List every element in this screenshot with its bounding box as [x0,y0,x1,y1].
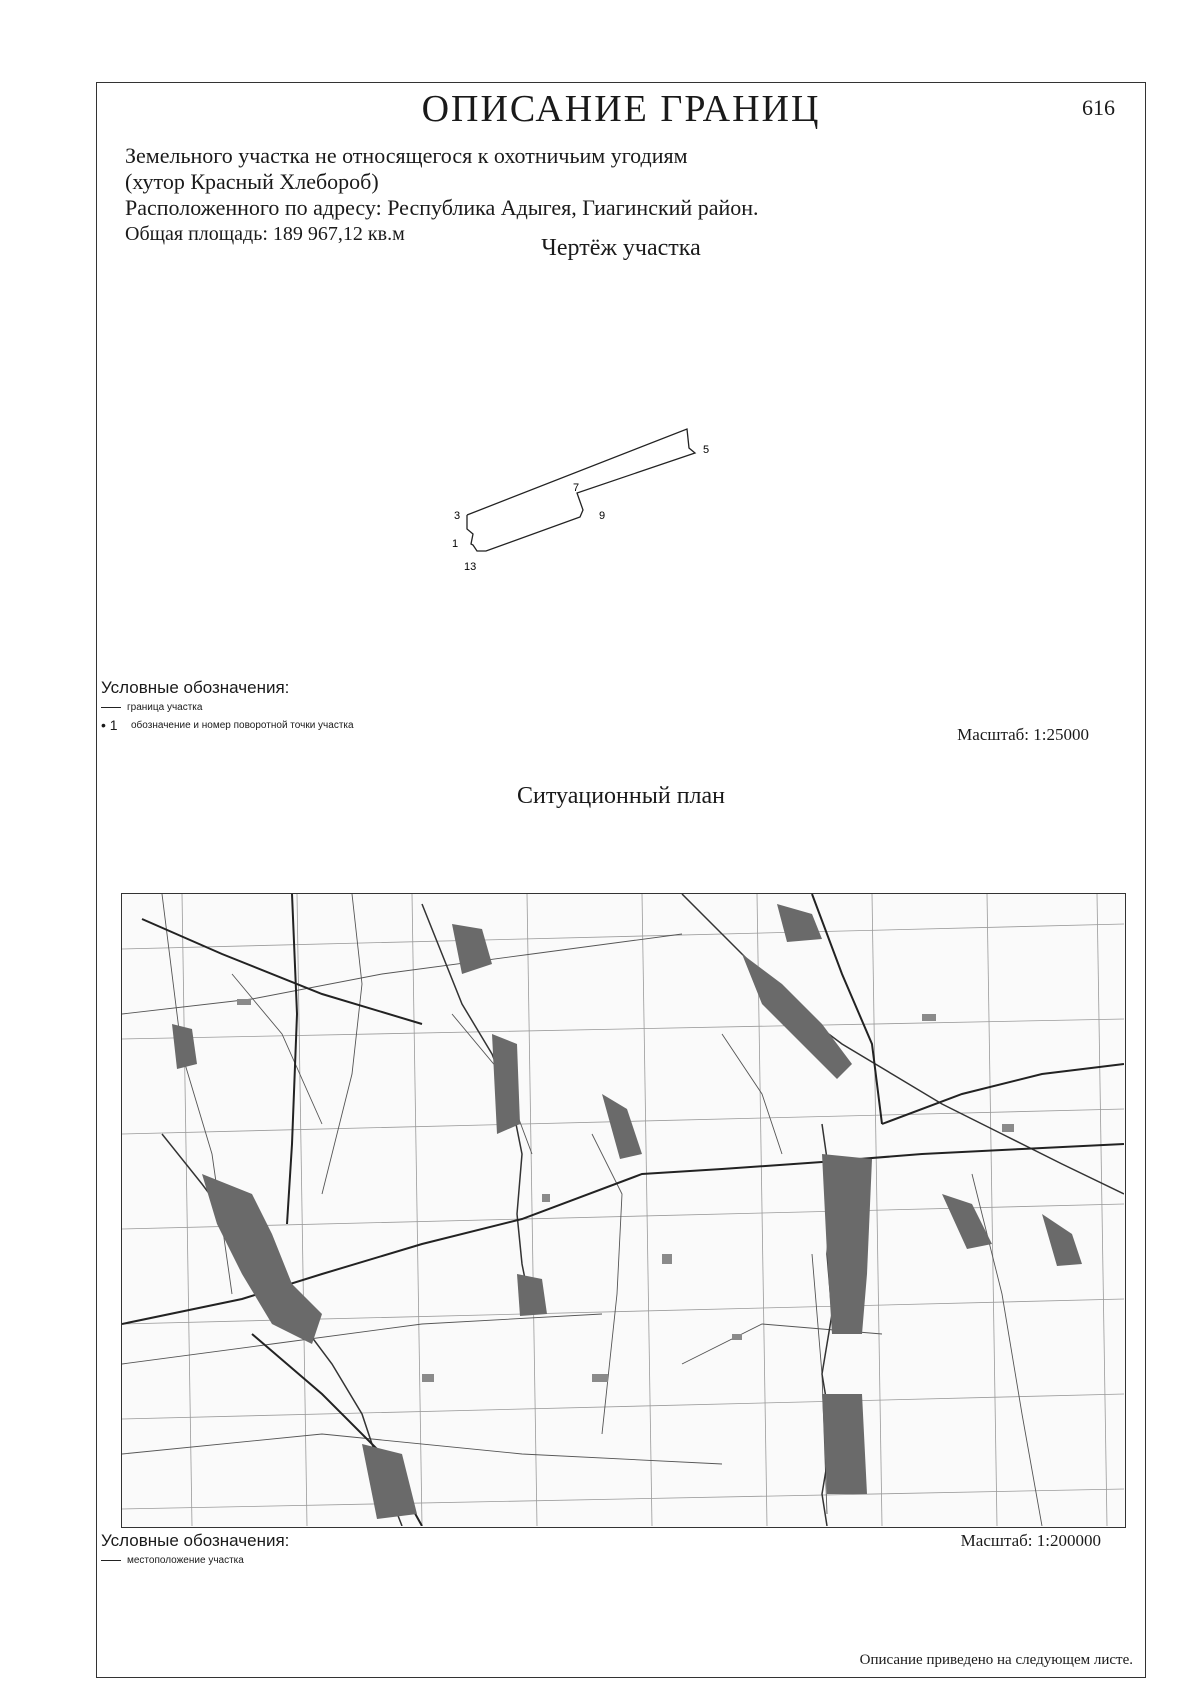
drawing-scale: Масштаб: 1:25000 [957,725,1089,744]
parcel-description [125,143,759,247]
page-number: 616 [1082,95,1115,120]
point-label-7: 7 [573,482,580,494]
boundary-line-symbol [101,707,121,708]
total-area: Общая площадь: 189 967,12 кв.м [125,223,405,245]
location-line-symbol [101,1560,121,1561]
document-title: ОПИСАНИЕ ГРАНИЦ [421,88,821,130]
legend-location-row [101,1555,289,1566]
parcel-boundary [467,429,695,551]
situation-plan-title: Ситуационный план [516,783,726,809]
point-label-3: 3 [454,510,461,522]
point-label-1: 1 [452,538,459,550]
description-line-3: Расположенного по адресу: Республика Адыгея, Гиагинский район. [125,195,759,220]
drawing-title: Чертёж участка [541,235,701,261]
situation-scale: Масштаб: 1:200000 [960,1531,1101,1550]
legend-boundary-row [101,702,354,713]
legend-boundary-label: граница участка [127,702,203,713]
drawing-legend-title: Условные обозначения: [101,678,290,697]
parcel-drawing [437,413,737,583]
point-symbol: • 1 [101,717,118,733]
situation-legend [101,1531,289,1566]
document-sheet [96,82,1146,1678]
point-label-9: 9 [599,510,606,522]
description-line-1: Земельного участка не относящегося к охотничьим угодиям [125,143,688,168]
footer-note: Описание приведено на следующем листе. [859,1652,1133,1668]
point-label-5: 5 [703,444,710,456]
situation-legend-title: Условные обозначения: [101,1531,290,1550]
situation-map [121,893,1126,1528]
description-line-2: (хутор Красный Хлебороб) [125,169,379,194]
topographic-map [122,894,1124,1526]
legend-location-label: местоположение участка [127,1555,244,1566]
drawing-legend [101,678,354,733]
point-label-13: 13 [464,561,477,573]
legend-point-label: обозначение и номер поворотной точки участка [131,719,354,731]
legend-point-row [101,717,354,733]
